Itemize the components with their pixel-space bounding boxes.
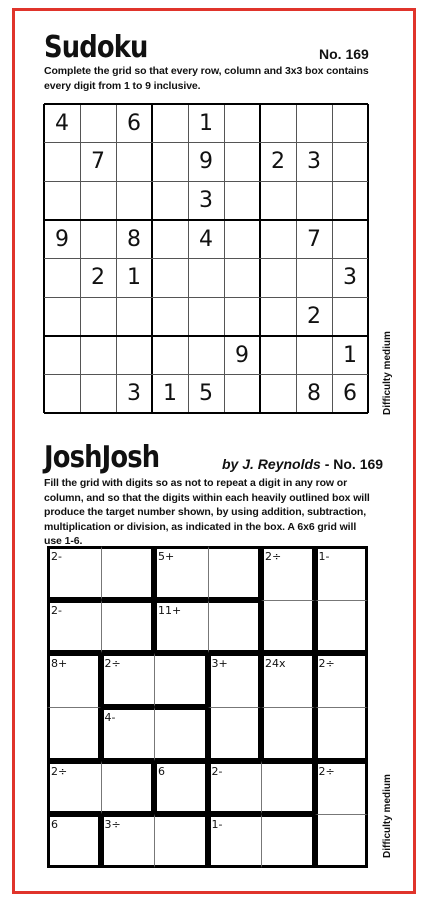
joshjosh-cell[interactable] [261, 600, 315, 654]
joshjosh-cell[interactable] [154, 653, 208, 707]
joshjosh-cell[interactable] [261, 761, 315, 815]
joshjosh-title: JoshJosh [44, 440, 160, 475]
sudoku-cell[interactable] [116, 143, 152, 182]
sudoku-grid-line [44, 103, 368, 105]
sudoku-title: Sudoku [44, 30, 148, 65]
sudoku-cell[interactable] [260, 297, 296, 336]
joshjosh-cell[interactable] [208, 600, 262, 654]
sudoku-cell[interactable]: 1 [343, 342, 357, 368]
joshjosh-cell[interactable] [315, 814, 369, 868]
joshjosh-cage-clue: 2- [51, 550, 62, 563]
sudoku-grid-line [44, 258, 368, 259]
sudoku-cell[interactable] [224, 104, 260, 143]
sudoku-cell[interactable] [152, 259, 188, 298]
sudoku-cell[interactable] [152, 336, 188, 375]
joshjosh-cell[interactable] [101, 761, 155, 815]
sudoku-cell[interactable]: 4 [199, 226, 213, 252]
sudoku-cell[interactable] [44, 143, 80, 182]
sudoku-grid-line [44, 335, 368, 337]
sudoku-cell[interactable]: 1 [127, 265, 141, 291]
joshjosh-difficulty-label: Difficulty medium [382, 774, 393, 858]
sudoku-cell[interactable]: 3 [307, 149, 321, 175]
sudoku-cell[interactable] [332, 104, 368, 143]
sudoku-cell[interactable] [80, 297, 116, 336]
sudoku-cell[interactable] [260, 259, 296, 298]
sudoku-cell[interactable] [188, 336, 224, 375]
joshjosh-cage-clue: 6 [158, 764, 165, 778]
sudoku-cell[interactable] [44, 259, 80, 298]
joshjosh-cage-clue: 2÷ [318, 764, 335, 778]
joshjosh-cell[interactable] [154, 814, 208, 868]
sudoku-cell[interactable] [188, 297, 224, 336]
sudoku-cell[interactable] [260, 104, 296, 143]
joshjosh-cell[interactable] [154, 707, 208, 761]
sudoku-cell[interactable] [152, 181, 188, 220]
sudoku-cell[interactable] [116, 336, 152, 375]
sudoku-cell[interactable] [224, 143, 260, 182]
sudoku-cell[interactable] [332, 181, 368, 220]
sudoku-cell[interactable] [224, 220, 260, 259]
sudoku-cell[interactable]: 5 [199, 381, 213, 407]
sudoku-cell[interactable] [260, 336, 296, 375]
joshjosh-cage-clue: 1- [318, 550, 330, 563]
sudoku-cell[interactable] [116, 181, 152, 220]
joshjosh-author: by J. Reynolds [222, 456, 321, 472]
joshjosh-cage-clue: 2- [51, 603, 62, 617]
sudoku-cell[interactable] [44, 374, 80, 413]
sudoku-cell[interactable] [80, 220, 116, 259]
sudoku-cell[interactable] [224, 181, 260, 220]
sudoku-cell[interactable] [188, 259, 224, 298]
joshjosh-cage-clue: 5+ [158, 550, 175, 563]
sudoku-cell[interactable]: 3 [199, 188, 213, 214]
sudoku-cell[interactable] [116, 297, 152, 336]
joshjosh-instructions: Fill the grid with digits so as not to repeat a digit in any row or column, and so that the digits within each heavily outlined box will produce the target number shown, by using addition, subtraction, multiplication or division, as indicated in the box. A 6x6 grid will use 1-6. [44, 477, 370, 548]
joshjosh-cage-clue: 11+ [158, 603, 182, 617]
sudoku-cell[interactable] [152, 297, 188, 336]
sudoku-cell[interactable] [296, 104, 332, 143]
joshjosh-cell[interactable] [101, 546, 155, 600]
joshjosh-cage-clue: 6 [51, 818, 58, 832]
sudoku-cell[interactable] [152, 104, 188, 143]
joshjosh-cell[interactable] [101, 600, 155, 654]
sudoku-grid-line [44, 374, 368, 375]
joshjosh-cage-clue: 24x [265, 657, 286, 671]
sudoku-cell[interactable]: 6 [343, 381, 357, 407]
sudoku-grid-line [44, 412, 368, 414]
sudoku-cell[interactable] [332, 143, 368, 182]
sudoku-cell[interactable]: 2 [271, 149, 285, 175]
sudoku-cell[interactable]: 9 [199, 149, 213, 175]
sudoku-cell[interactable] [224, 297, 260, 336]
sudoku-grid-line [44, 181, 368, 182]
sudoku-cell[interactable] [296, 181, 332, 220]
joshjosh-cage-clue: 2÷ [104, 657, 121, 671]
sudoku-instructions: Complete the grid so that every row, column and 3x3 box contains every digit from 1 to 9 inclusive. [44, 65, 369, 92]
sudoku-cell[interactable]: 1 [199, 110, 213, 136]
joshjosh-cell[interactable] [315, 600, 369, 654]
sudoku-cell[interactable]: 4 [55, 110, 69, 136]
sudoku-cell[interactable] [332, 297, 368, 336]
joshjosh-cage-clue: 2÷ [318, 657, 335, 671]
sudoku-cell[interactable] [332, 220, 368, 259]
sudoku-cell[interactable] [80, 336, 116, 375]
joshjosh-grid [47, 546, 368, 868]
joshjosh-cage-clue: 2÷ [265, 550, 282, 563]
sudoku-difficulty-label: Difficulty medium [382, 331, 393, 415]
joshjosh-cell[interactable] [208, 707, 262, 761]
sudoku-cell[interactable] [80, 374, 116, 413]
sudoku-cell[interactable] [260, 181, 296, 220]
sudoku-cell[interactable]: 1 [163, 381, 177, 407]
sudoku-grid-line [44, 142, 368, 143]
joshjosh-cage-clue: 2- [211, 764, 223, 778]
joshjosh-cage-clue: 4- [104, 711, 116, 724]
sudoku-cell[interactable]: 9 [235, 342, 249, 368]
sudoku-grid-line [44, 297, 368, 298]
sudoku-grid-line [44, 219, 368, 221]
joshjosh-cage-clue: 2÷ [51, 764, 68, 778]
sudoku-cell[interactable] [80, 181, 116, 220]
sudoku-cell[interactable] [224, 259, 260, 298]
sudoku-cell[interactable]: 7 [91, 149, 105, 175]
sudoku-cell[interactable] [296, 336, 332, 375]
joshjosh-cell[interactable] [208, 546, 262, 600]
joshjosh-cage-clue: 3+ [211, 657, 228, 671]
joshjosh-cage-clue: 1- [211, 818, 223, 832]
sudoku-grid [44, 104, 368, 413]
joshjosh-byline [222, 456, 383, 472]
joshjosh-cage-clue: 8+ [51, 657, 68, 671]
sudoku-cell[interactable]: 9 [55, 226, 69, 252]
sudoku-cell[interactable] [44, 181, 80, 220]
joshjosh-cage-clue: 3÷ [104, 818, 121, 832]
joshjosh-cell[interactable] [261, 814, 315, 868]
joshjosh-issue-number: - No. 169 [324, 456, 384, 472]
joshjosh-cell[interactable] [315, 707, 369, 761]
sudoku-cell[interactable]: 2 [91, 265, 105, 291]
sudoku-cell[interactable]: 7 [307, 226, 321, 252]
sudoku-cell[interactable] [260, 374, 296, 413]
sudoku-cell[interactable]: 6 [127, 110, 141, 136]
joshjosh-cell[interactable] [47, 707, 101, 761]
sudoku-cell[interactable]: 3 [127, 381, 141, 407]
sudoku-cell[interactable] [224, 374, 260, 413]
sudoku-cell[interactable]: 3 [343, 265, 357, 291]
sudoku-cell[interactable] [152, 220, 188, 259]
sudoku-cell[interactable] [296, 259, 332, 298]
sudoku-cell[interactable]: 8 [127, 226, 141, 252]
sudoku-cell[interactable] [44, 336, 80, 375]
sudoku-issue-number: No. 169 [319, 46, 369, 62]
joshjosh-cell[interactable] [261, 707, 315, 761]
sudoku-cell[interactable] [80, 104, 116, 143]
sudoku-cell[interactable]: 8 [307, 381, 321, 407]
sudoku-cell[interactable] [260, 220, 296, 259]
sudoku-cell[interactable] [44, 297, 80, 336]
sudoku-cell[interactable] [152, 143, 188, 182]
sudoku-cell[interactable]: 2 [307, 303, 321, 329]
